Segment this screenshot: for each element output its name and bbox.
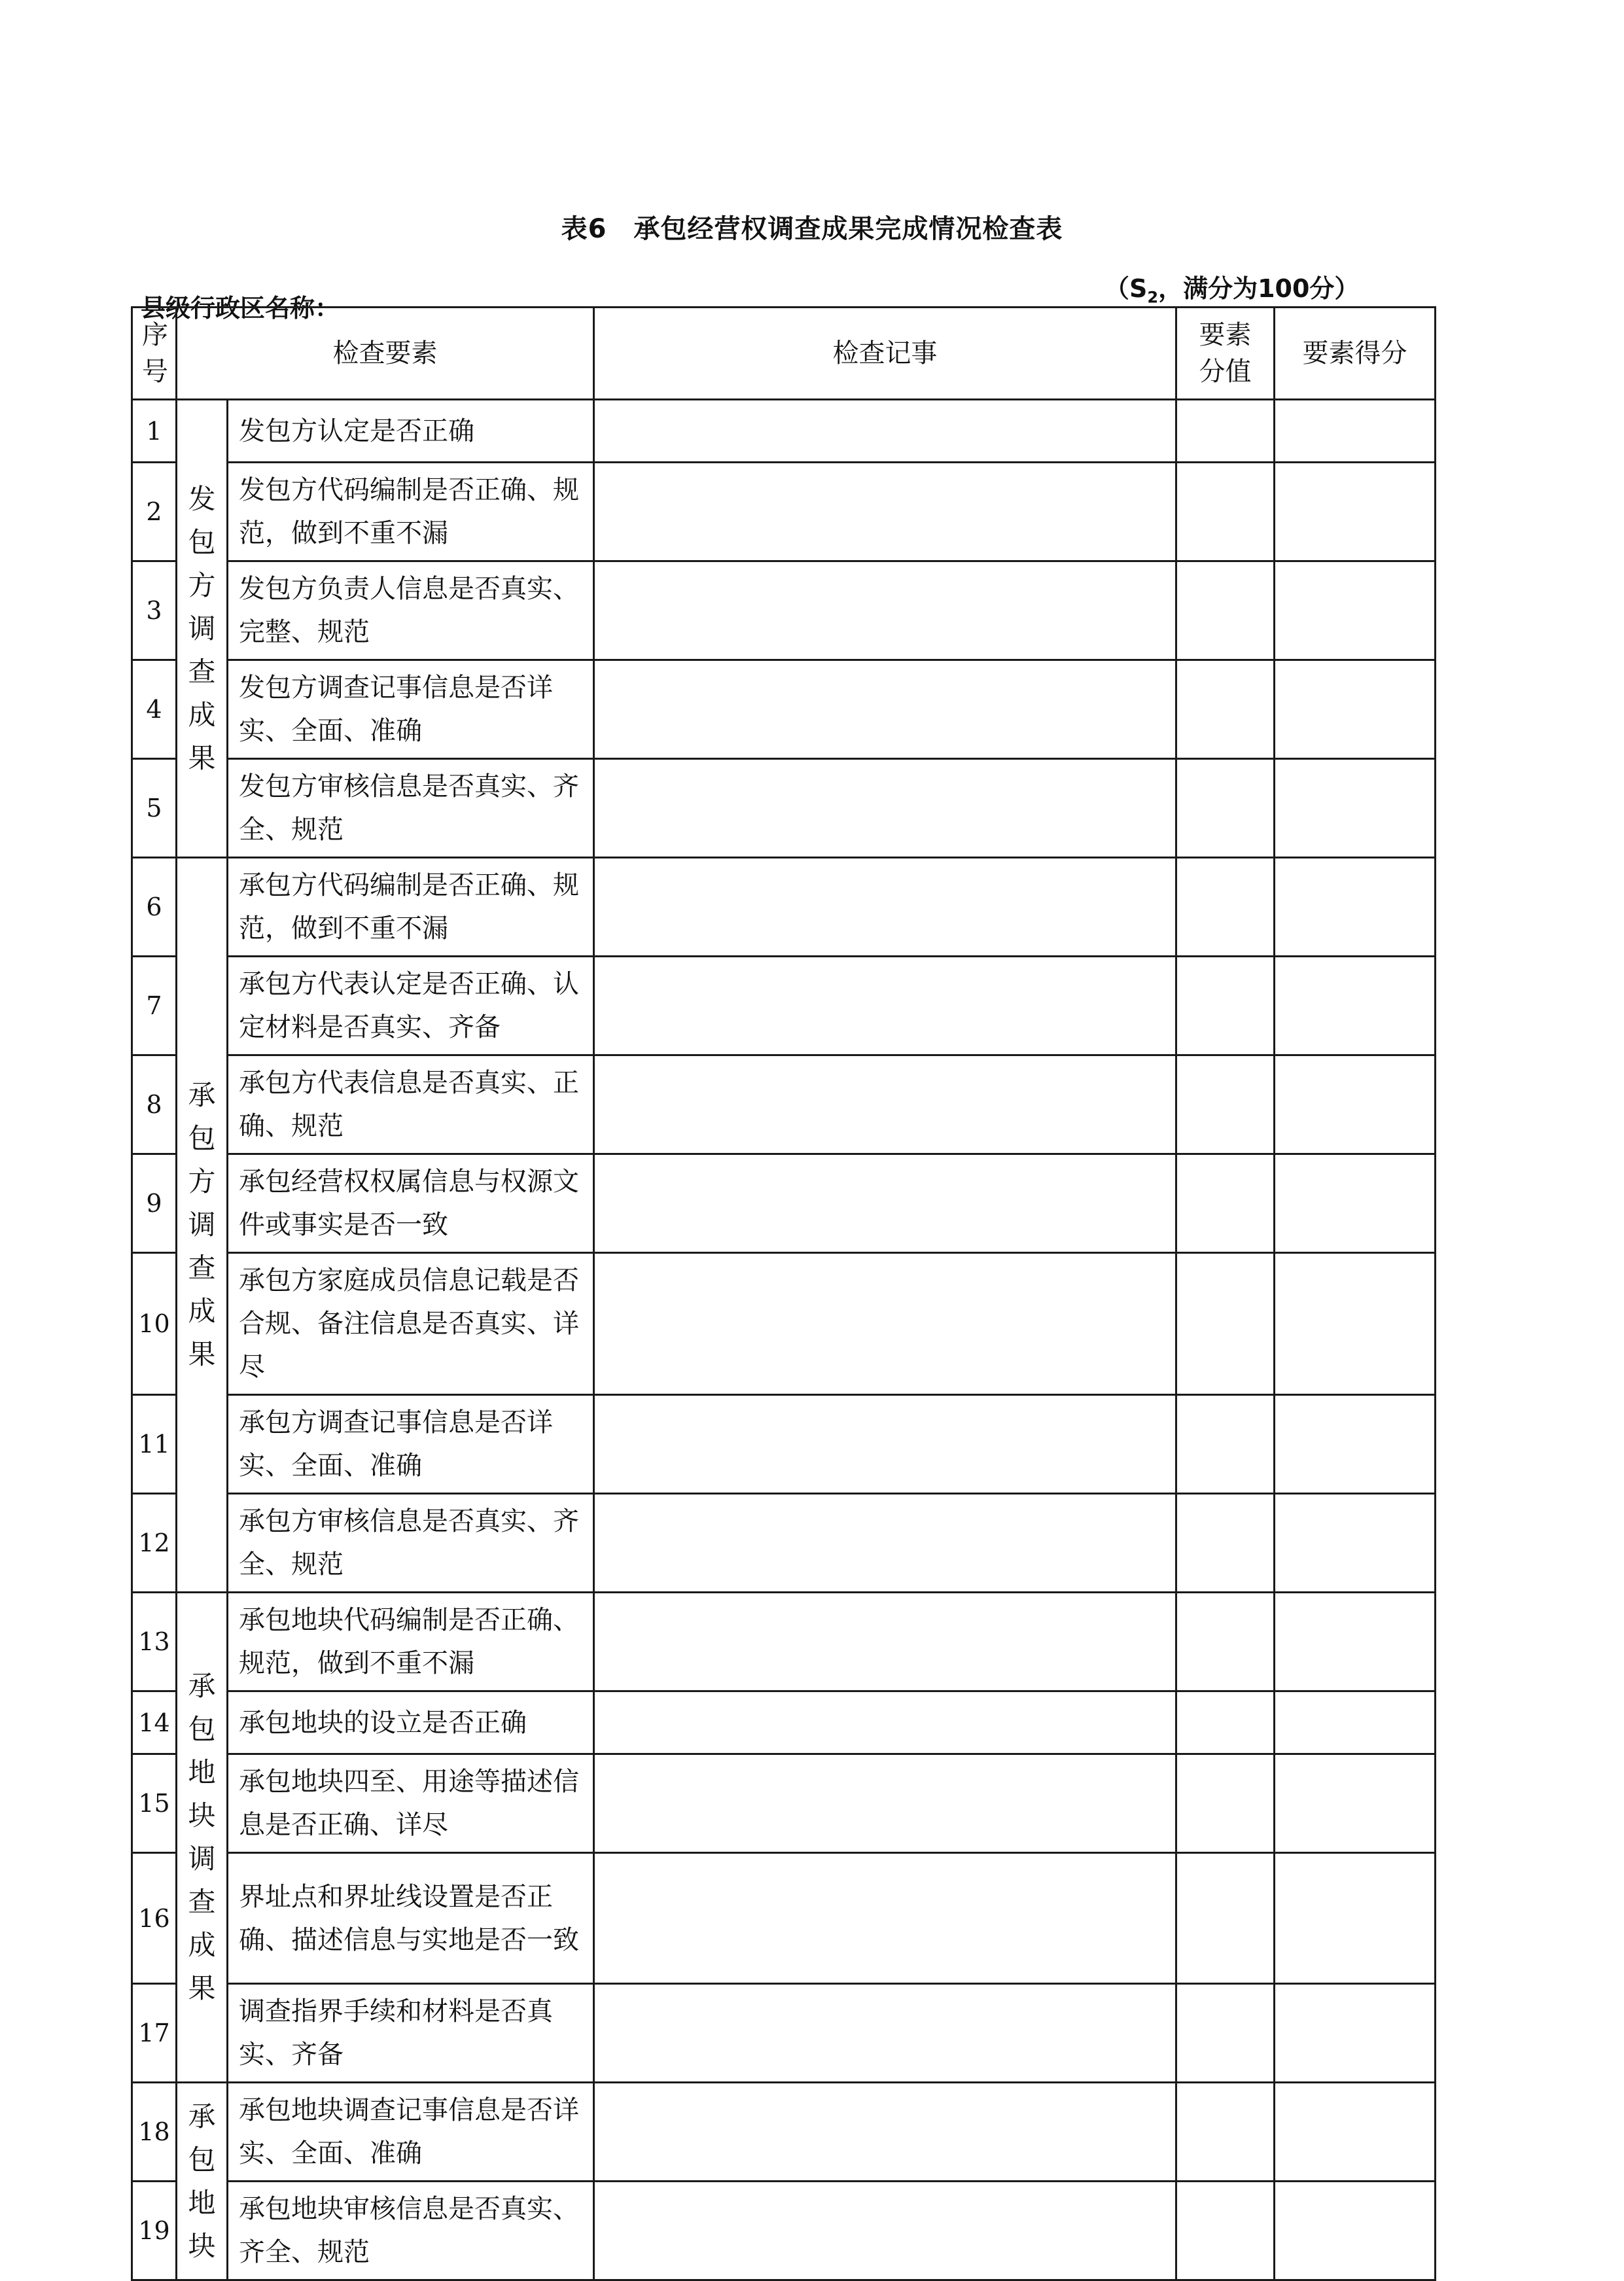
row-score-cell[interactable] [1275, 1853, 1436, 1984]
row-score-cell[interactable] [1275, 759, 1436, 858]
row-record-cell[interactable] [594, 1494, 1176, 1593]
row-seq: 11 [132, 1395, 177, 1494]
row-value-cell[interactable] [1176, 759, 1275, 858]
table-row [132, 2182, 1436, 2280]
group-label [177, 1593, 228, 2083]
group-label [177, 400, 228, 858]
table-row [132, 2083, 1436, 2182]
row-element: 发包方调查记事信息是否详实、全面、准确 [228, 660, 594, 759]
row-element: 发包方审核信息是否真实、齐全、规范 [228, 759, 594, 858]
row-record-cell[interactable] [594, 1395, 1176, 1494]
header-element-score: 要素得分 [1275, 308, 1436, 400]
table-row [132, 1593, 1436, 1691]
row-value-cell[interactable] [1176, 2182, 1275, 2280]
row-record-cell[interactable] [594, 2182, 1176, 2280]
row-record-cell[interactable] [594, 1593, 1176, 1691]
row-seq: 8 [132, 1055, 177, 1154]
row-record-cell[interactable] [594, 1984, 1176, 2083]
row-record-cell[interactable] [594, 1754, 1176, 1853]
row-seq: 18 [132, 2083, 177, 2182]
row-score-cell[interactable] [1275, 1691, 1436, 1754]
header-seq: 序号 [132, 308, 177, 400]
row-seq: 13 [132, 1593, 177, 1691]
row-score-cell[interactable] [1275, 858, 1436, 957]
row-value-cell[interactable] [1176, 400, 1275, 463]
score-note [1104, 268, 1359, 307]
row-element: 界址点和界址线设置是否正确、描述信息与实地是否一致 [228, 1853, 594, 1984]
table-row [132, 957, 1436, 1055]
row-element: 发包方负责人信息是否真实、完整、规范 [228, 561, 594, 660]
row-value-cell[interactable] [1176, 1593, 1275, 1691]
row-element: 发包方代码编制是否正确、规范，做到不重不漏 [228, 463, 594, 561]
row-seq: 5 [132, 759, 177, 858]
row-element: 承包地块的设立是否正确 [228, 1691, 594, 1754]
row-element: 承包地块代码编制是否正确、规范，做到不重不漏 [228, 1593, 594, 1691]
group-label-text: 承包方调查成果 [188, 1079, 216, 1370]
table-row [132, 1055, 1436, 1154]
row-score-cell[interactable] [1275, 561, 1436, 660]
row-value-cell[interactable] [1176, 1691, 1275, 1754]
row-value-cell[interactable] [1176, 858, 1275, 957]
row-seq: 19 [132, 2182, 177, 2280]
row-score-cell[interactable] [1275, 660, 1436, 759]
table-body [132, 400, 1436, 2280]
row-score-cell[interactable] [1275, 1494, 1436, 1593]
score-note-prefix: （S [1104, 274, 1148, 303]
row-record-cell[interactable] [594, 858, 1176, 957]
county-name-label: 县级行政区名称： [141, 294, 340, 323]
group-label [177, 2083, 228, 2280]
table-row [132, 1754, 1436, 1853]
row-value-cell[interactable] [1176, 957, 1275, 1055]
row-element: 承包方审核信息是否真实、齐全、规范 [228, 1494, 594, 1593]
row-value-cell[interactable] [1176, 1154, 1275, 1253]
score-note-suffix: ，满分为100分） [1158, 274, 1360, 303]
row-seq: 10 [132, 1253, 177, 1395]
row-value-cell[interactable] [1176, 1055, 1275, 1154]
row-seq: 12 [132, 1494, 177, 1593]
row-score-cell[interactable] [1275, 2083, 1436, 2182]
row-seq: 14 [132, 1691, 177, 1754]
row-value-cell[interactable] [1176, 1494, 1275, 1593]
page-title: 表6 承包经营权调查成果完成情况检查表 [561, 214, 1063, 244]
table-row [132, 463, 1436, 561]
table-row [132, 1253, 1436, 1395]
row-seq: 3 [132, 561, 177, 660]
table-row [132, 1691, 1436, 1754]
row-score-cell[interactable] [1275, 1055, 1436, 1154]
row-element: 发包方认定是否正确 [228, 400, 594, 463]
row-element: 调查指界手续和材料是否真实、齐备 [228, 1984, 594, 2083]
row-element: 承包地块调查记事信息是否详实、全面、准确 [228, 2083, 594, 2182]
row-element: 承包方代码编制是否正确、规范，做到不重不漏 [228, 858, 594, 957]
table-row [132, 1494, 1436, 1593]
row-record-cell[interactable] [594, 463, 1176, 561]
row-value-cell[interactable] [1176, 463, 1275, 561]
row-score-cell[interactable] [1275, 1984, 1436, 2083]
row-seq: 1 [132, 400, 177, 463]
inspection-table [131, 306, 1436, 2281]
row-record-cell[interactable] [594, 561, 1176, 660]
row-score-cell[interactable] [1275, 1395, 1436, 1494]
row-score-cell[interactable] [1275, 1593, 1436, 1691]
table-row [132, 858, 1436, 957]
group-label-text: 承包地块调查成果 [188, 1670, 216, 2004]
table-row [132, 660, 1436, 759]
table-row [132, 400, 1436, 463]
group-label-text: 发包方调查成果 [188, 482, 216, 774]
row-seq: 17 [132, 1984, 177, 2083]
row-score-cell[interactable] [1275, 1253, 1436, 1395]
row-record-cell[interactable] [594, 1253, 1176, 1395]
table-row [132, 1984, 1436, 2083]
row-seq: 2 [132, 463, 177, 561]
row-element: 承包方代表认定是否正确、认定材料是否真实、齐备 [228, 957, 594, 1055]
row-value-cell[interactable] [1176, 1253, 1275, 1395]
row-score-cell[interactable] [1275, 400, 1436, 463]
table-row [132, 1154, 1436, 1253]
row-value-cell[interactable] [1176, 1754, 1275, 1853]
header-elements: 检查要素 [177, 308, 594, 400]
row-score-cell[interactable] [1275, 1154, 1436, 1253]
table-row [132, 759, 1436, 858]
table-row [132, 1853, 1436, 1984]
row-element: 承包方调查记事信息是否详实、全面、准确 [228, 1395, 594, 1494]
table-row [132, 1395, 1436, 1494]
row-value-cell[interactable] [1176, 1395, 1275, 1494]
table-row [132, 561, 1436, 660]
row-seq: 6 [132, 858, 177, 957]
score-note-subscript: 2 [1147, 288, 1159, 307]
row-record-cell[interactable] [594, 1853, 1176, 1984]
row-seq: 9 [132, 1154, 177, 1253]
row-record-cell[interactable] [594, 1691, 1176, 1754]
row-record-cell[interactable] [594, 660, 1176, 759]
row-value-cell[interactable] [1176, 2083, 1275, 2182]
row-record-cell[interactable] [594, 1055, 1176, 1154]
row-seq: 16 [132, 1853, 177, 1984]
row-seq: 4 [132, 660, 177, 759]
row-score-cell[interactable] [1275, 2182, 1436, 2280]
row-value-cell[interactable] [1176, 1853, 1275, 1984]
header-element-value: 要素分值 [1176, 308, 1275, 400]
group-label [177, 858, 228, 1593]
row-element: 承包方家庭成员信息记载是否合规、备注信息是否真实、详尽 [228, 1253, 594, 1395]
group-label-text: 承包地块 [188, 2100, 216, 2262]
row-record-cell[interactable] [594, 759, 1176, 858]
row-element: 承包方代表信息是否真实、正确、规范 [228, 1055, 594, 1154]
row-value-cell[interactable] [1176, 660, 1275, 759]
header-record: 检查记事 [594, 308, 1176, 400]
table-header-row [132, 308, 1436, 400]
row-element: 承包地块四至、用途等描述信息是否正确、详尽 [228, 1754, 594, 1853]
row-value-cell[interactable] [1176, 561, 1275, 660]
row-score-cell[interactable] [1275, 1754, 1436, 1853]
row-record-cell[interactable] [594, 400, 1176, 463]
row-score-cell[interactable] [1275, 957, 1436, 1055]
row-seq: 7 [132, 957, 177, 1055]
row-score-cell[interactable] [1275, 463, 1436, 561]
row-element: 承包地块审核信息是否真实、齐全、规范 [228, 2182, 594, 2280]
row-record-cell[interactable] [594, 2083, 1176, 2182]
row-record-cell[interactable] [594, 957, 1176, 1055]
row-seq: 15 [132, 1754, 177, 1853]
row-record-cell[interactable] [594, 1154, 1176, 1253]
row-value-cell[interactable] [1176, 1984, 1275, 2083]
row-element: 承包经营权权属信息与权源文件或事实是否一致 [228, 1154, 594, 1253]
